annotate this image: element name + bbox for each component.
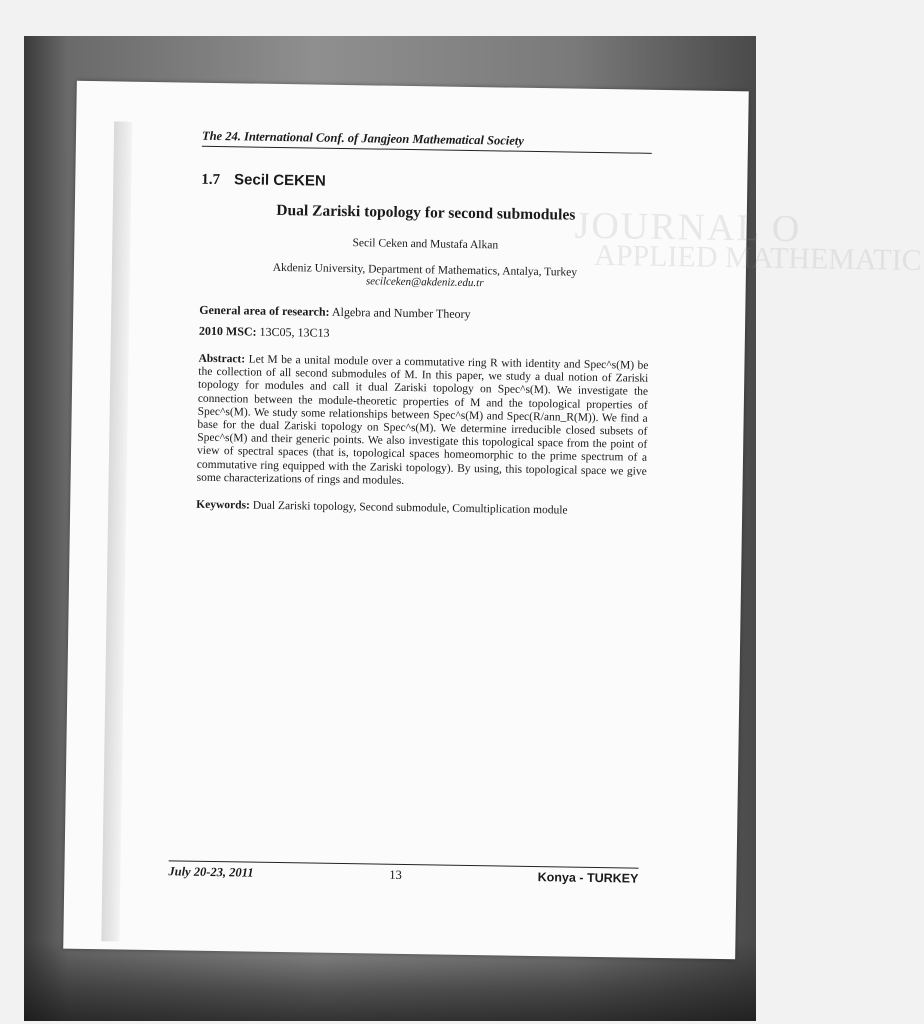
research-area-value: Algebra and Number Theory xyxy=(331,304,471,321)
scan-edge-shadow xyxy=(101,121,132,941)
msc-label: 2010 MSC: xyxy=(198,323,257,339)
section-number: 1.7 xyxy=(201,171,221,189)
abstract-text: Let M be a unital module over a commutative ring R with identity and Spec^s(M) be the collection of all second submodules of M. In this paper, we study a dual notion of Zariski topology for modules and call it dual Zariski topology on Spec^s(M). We investigate the connection between the module-theoretic properties of M and the topological properties of Spec^s(M). We study some relationships between Spec^s(M) and Spec(R/ann_R(M)). We find a base for the dual Zariski topology on Spec^s(M). We determine irreducible closed subsets of Spec^s(M) and their generic points. We also investigate this topological space from the point of view of spectral spaces (that is, topological spaces homeomorphic to the prime spectrum of a commutative ring equipped with the Zariski topology). By using, this topological space we give some characterizations of rings and modules. xyxy=(196,353,649,487)
abstract-label: Abstract: xyxy=(198,352,246,366)
document-page xyxy=(63,81,922,959)
affiliation: Akdeniz University, Department of Mathematics, Antalya, Turkey xyxy=(272,261,578,279)
metadata-block xyxy=(199,303,650,346)
abstract xyxy=(197,353,649,492)
section-heading xyxy=(201,171,651,196)
page-number: 13 xyxy=(389,867,402,882)
conference-header: The 24. International Conf. of Jangjeon Mathematical Society xyxy=(202,129,652,154)
watermark-journal: JOURNAL O xyxy=(574,204,802,251)
msc-value: 13C05, 13C13 xyxy=(259,324,330,340)
research-area xyxy=(199,303,649,325)
section-name: Secil CEKEN xyxy=(233,171,326,190)
main-content xyxy=(196,129,652,519)
page-footer xyxy=(168,860,638,886)
author-email: secilceken@akdeniz.edu.tr xyxy=(365,275,484,290)
msc-codes xyxy=(199,324,649,346)
footer-location: Konya - TURKEY xyxy=(537,870,639,886)
keywords xyxy=(196,499,646,519)
watermark-applied: APPLIED MATHEMATIC xyxy=(593,238,922,278)
footer-date: July 20-23, 2011 xyxy=(168,864,254,880)
research-area-label: General area of research: xyxy=(199,302,330,319)
paper-authors: Secil Ceken and Mustafa Alkan xyxy=(352,237,499,252)
keywords-text: Dual Zariski topology, Second submodule, Comultiplication module xyxy=(252,499,568,517)
paper-title: Dual Zariski topology for second submodules xyxy=(276,201,576,224)
keywords-label: Keywords: xyxy=(196,498,250,512)
